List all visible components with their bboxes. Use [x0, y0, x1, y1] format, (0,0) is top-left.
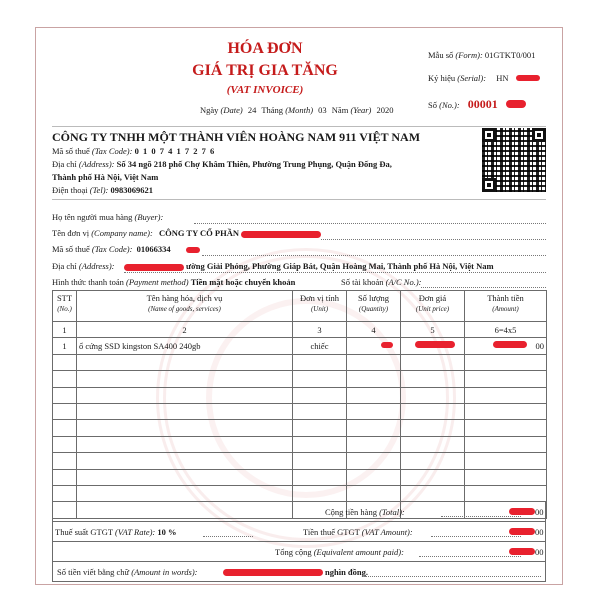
table-row — [53, 371, 547, 387]
column-header: STT (No.) — [53, 291, 77, 322]
buyer-company: Tên đơn vị (Company name): CÔNG TY CỔ PHẦN — [52, 228, 239, 238]
grand-total-row: Tổng cộng (Equivalent amount paid): 00 — [52, 542, 546, 562]
column-header: Thành tiền (Amount) — [465, 291, 547, 322]
column-header: Đơn giá (Unit price) — [401, 291, 465, 322]
seller-name: CÔNG TY TNHH MỘT THÀNH VIÊN HOÀNG NAM 911 VIỆT NAM — [52, 130, 421, 144]
vat-row: Thuế suất GTGT (VAT Rate): 10 % Tiền thuế GTGT (VAT Amount): 00 — [52, 522, 546, 542]
redaction-mark — [509, 508, 535, 515]
table-index-row: 1 2 3 4 5 6=4x5 — [53, 322, 547, 338]
redaction-mark — [124, 264, 184, 271]
table-row — [53, 420, 547, 436]
column-header: Tên hàng hóa, dịch vụ (Name of goods, services) — [77, 291, 293, 322]
redaction-mark — [223, 569, 323, 576]
seller-address: Địa chỉ (Address): Số 34 ngõ 218 phố Chợ Khâm Thiên, Phường Trung Phụng, Quận Đống Đa, — [52, 159, 392, 169]
redaction-mark — [509, 548, 535, 555]
seller-divider — [52, 199, 546, 200]
table-header-row — [53, 291, 547, 322]
items-table — [52, 290, 547, 519]
seller-phone: Điện thoại (Tel): 0983069621 — [52, 185, 153, 195]
invoice-title-line2: GIÁ TRỊ GIA TĂNG — [192, 62, 338, 79]
table-row — [53, 338, 547, 354]
buyer-address: Địa chỉ (Address): — [52, 261, 115, 271]
item-quantity — [347, 338, 401, 354]
buyer-name: Họ tên người mua hàng (Buyer): — [52, 212, 164, 222]
buyer-address-value: ường Giải Phóng, Phường Giáp Bát, Quận Hoàng Mai, Thành phố Hà Nội, Việt Nam — [186, 261, 494, 271]
column-header: Đơn vị tính (Unit) — [293, 291, 347, 322]
redaction-mark — [516, 75, 540, 81]
redaction-mark — [186, 247, 200, 253]
redaction-mark — [241, 231, 321, 238]
table-row — [53, 485, 547, 501]
redaction-mark — [506, 100, 526, 108]
item-unit: chiếc — [293, 338, 347, 354]
item-no: 1 — [53, 338, 77, 354]
seller-address-line2: Thành phố Hà Nội, Việt Nam — [52, 172, 159, 182]
table-row — [53, 387, 547, 403]
column-header: Số lượng (Quantity) — [347, 291, 401, 322]
qr-code — [482, 128, 546, 192]
invoice-title-line1: HÓA ĐƠN — [227, 40, 303, 57]
item-unit-price — [401, 338, 465, 354]
seller-tax-code: Mã số thuế (Tax Code): 0 1 0 7 4 1 7 2 7 6 — [52, 146, 216, 156]
vat-invoice — [35, 27, 563, 585]
item-amount: 00 — [465, 338, 547, 354]
serial-number: Ký hiệu (Serial): HN — [428, 73, 509, 83]
subtotal-row: Cộng tiền hàng (Total): 00 — [52, 502, 546, 522]
item-name: ổ cứng SSD kingston SA400 240gb — [77, 338, 293, 354]
header-divider — [52, 126, 546, 127]
amount-in-words-row: Số tiền viết bằng chữ (Amount in words): nghìn đồng. — [52, 562, 546, 582]
table-row — [53, 436, 547, 452]
table-row — [53, 453, 547, 469]
payment-method: Hình thức thanh toán (Payment method) Tiền mặt hoặc chuyển khoản — [52, 277, 296, 287]
invoice-date: Ngày (Date) 24 Tháng (Month) 03 Năm (Year) 2020 — [200, 105, 394, 115]
form-number: Mẫu số (Form): 01GTKT0/001 — [428, 50, 536, 60]
table-row — [53, 403, 547, 419]
invoice-title-line3: (VAT INVOICE) — [226, 84, 304, 96]
account-number: Số tài khoản (A/C No.): — [341, 277, 422, 287]
invoice-number: Số (No.): 00001 — [428, 97, 498, 111]
table-row — [53, 469, 547, 485]
buyer-tax-code: Mã số thuế (Tax Code): 01066334 — [52, 244, 171, 254]
table-row — [53, 354, 547, 370]
redaction-mark — [509, 528, 535, 535]
